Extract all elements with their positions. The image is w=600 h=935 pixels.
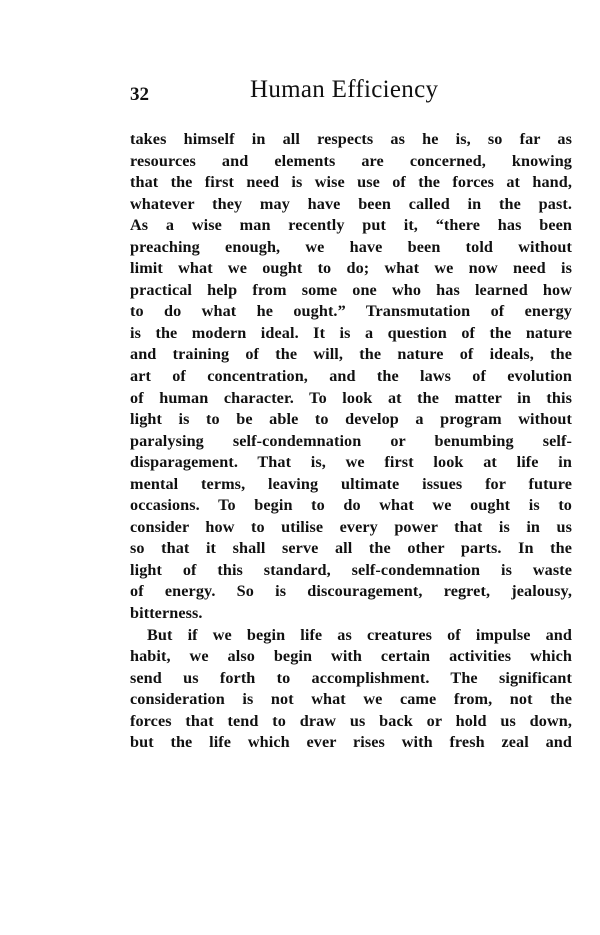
- text-line: forces that tend to draw us back or hold us down,: [130, 711, 572, 730]
- text-line: that the first need is wise use of the forces at hand,: [130, 173, 572, 192]
- text-line: but the life which ever rises with fresh zeal and: [130, 733, 572, 752]
- text-line: mental terms, leaving ultimate issues for future: [130, 474, 572, 493]
- text-line: and training of the will, the nature of ideals, the: [130, 345, 572, 364]
- text-line: takes himself in all respects as he is, so far as: [130, 130, 572, 148]
- page-header: [130, 76, 572, 110]
- text-line: occasions. To begin to do what we ought is to: [130, 496, 572, 515]
- text-line: resources and elements are concerned, knowing: [130, 151, 572, 170]
- text-line: But if we begin life as creatures of impulse and: [147, 625, 572, 644]
- text-line: so that it shall serve all the other parts. In the: [130, 539, 572, 558]
- text-line: of energy. So is discouragement, regret, jealousy,: [130, 582, 572, 601]
- text-line: preaching enough, we have been told without: [130, 237, 572, 256]
- text-line: As a wise man recently put it, “there has been: [130, 216, 572, 235]
- text-line: consider how to utilise every power that is in us: [130, 517, 572, 536]
- page-number: 32: [130, 84, 149, 105]
- text-line: bitterness.: [130, 604, 203, 623]
- text-line: art of concentration, and the laws of evolution: [130, 367, 572, 386]
- text-line: light of this standard, self-condemnation is waste: [130, 560, 572, 579]
- text-line: paralysing self-condemnation or benumbing self-: [130, 431, 572, 450]
- text-line: send us forth to accomplishment. The significant: [130, 668, 572, 687]
- text-line: whatever they may have been called in the past.: [130, 194, 572, 213]
- running-title: Human Efficiency: [250, 76, 439, 103]
- page-body-text: [130, 129, 572, 754]
- text-line: limit what we ought to do; what we now need is: [130, 259, 572, 278]
- text-line: light is to be able to develop a program without: [130, 410, 572, 429]
- text-line: is the modern ideal. It is a question of the nature: [130, 323, 572, 342]
- text-line: disparagement. That is, we first look at life in: [130, 453, 572, 472]
- text-line: of human character. To look at the matter in this: [130, 388, 572, 407]
- text-line: practical help from some one who has learned how: [130, 280, 572, 299]
- text-line: to do what he ought.” Transmutation of energy: [130, 302, 572, 321]
- text-line: habit, we also begin with certain activities which: [130, 647, 572, 666]
- text-line: consideration is not what we came from, not the: [130, 690, 572, 709]
